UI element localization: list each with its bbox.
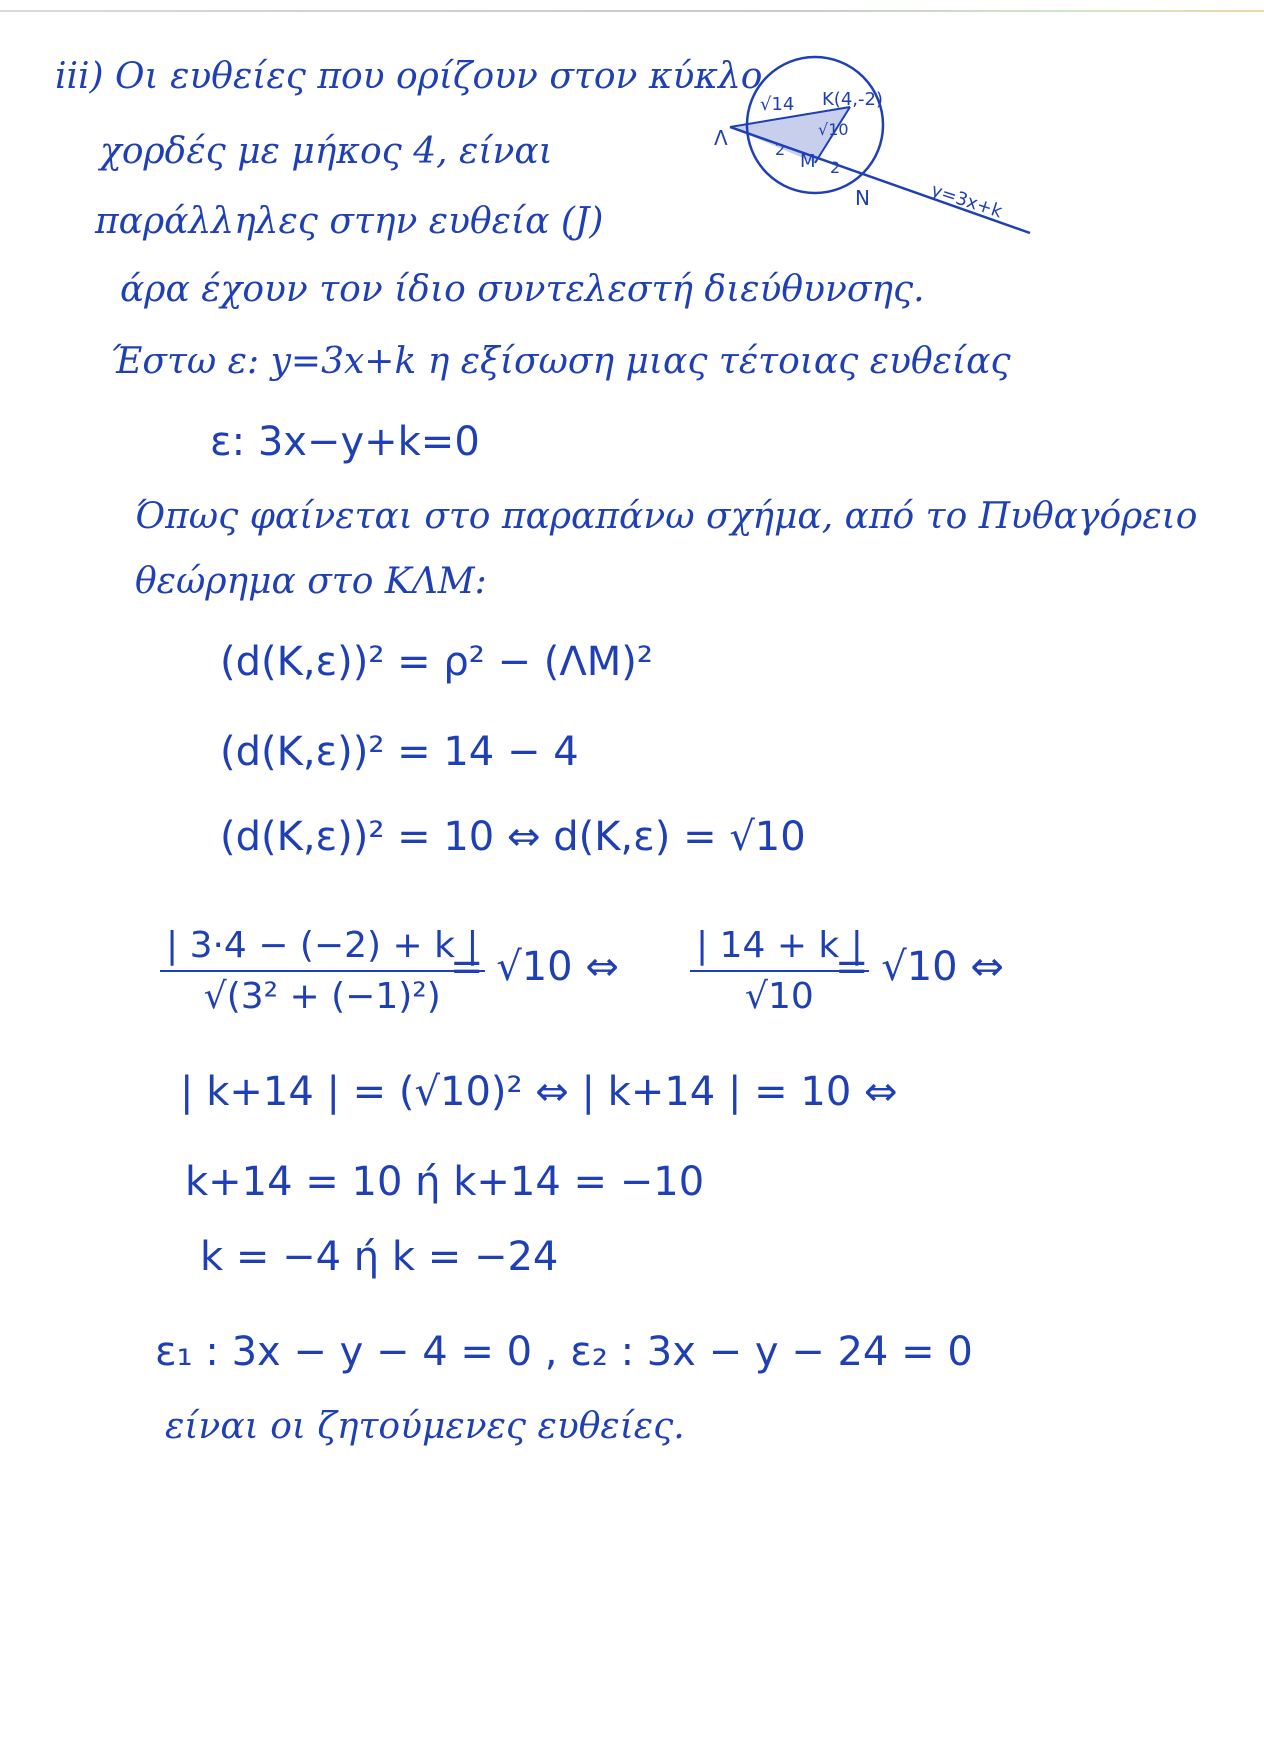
fraction-1	[160, 925, 485, 1017]
text-line-6: ε: 3x−y+k=0	[210, 419, 480, 465]
text-line-7: Όπως φαίνεται στο παραπάνω σχήμα, από το Πυθαγόρειο	[135, 496, 1198, 537]
distance-label: √10	[818, 120, 849, 139]
fraction-1-rest: = √10 ⇔	[450, 944, 619, 990]
fraction-2-rest: = √10 ⇔	[835, 944, 1004, 990]
equation-2: (d(K,ε))² = 14 − 4	[220, 729, 579, 775]
conclusion-line: είναι οι ζητούμενες ευθείες.	[165, 1406, 685, 1447]
page-top-border	[0, 10, 1264, 12]
text-line-4: άρα έχουν τον ίδιο συντελεστή διεύθυνσης.	[120, 269, 925, 310]
equation-5: | k+14 | = (√10)² ⇔ | k+14 | = 10 ⇔	[180, 1069, 898, 1115]
text-line-3: παράλληλες στην ευθεία (J)	[95, 201, 604, 242]
half-chord-label: 2	[775, 140, 786, 159]
text-line-8: θεώρημα στο ΚΛΜ:	[135, 561, 487, 602]
text-line-1: iii) Οι ευθείες που ορίζουν στον κύκλο	[55, 56, 763, 97]
fraction-2-denominator: √10	[745, 976, 814, 1017]
n-label: N	[855, 186, 870, 210]
fraction-1-denominator: √(3² + (−1)²)	[203, 976, 441, 1017]
line-label: y=3x+k	[928, 179, 1005, 223]
second-half-label: 2	[830, 158, 841, 177]
equation-6: k+14 = 10 ή k+14 = −10	[185, 1159, 705, 1205]
text-line-2: χορδές με μήκος 4, είναι	[100, 131, 553, 172]
center-label: K(4,-2)	[822, 89, 883, 110]
fraction-2-numerator: | 14 + k |	[696, 925, 863, 966]
fraction-1-numerator: | 3·4 − (−2) + k |	[166, 925, 479, 966]
equation-3: (d(K,ε))² = 10 ⇔ d(K,ε) = √10	[220, 814, 806, 860]
lambda-label: Λ	[714, 126, 728, 150]
equation-1: (d(K,ε))² = ρ² − (ΛΜ)²	[220, 639, 653, 685]
midpoint-label: M	[800, 151, 816, 172]
radius-label: √14	[760, 94, 795, 115]
equation-7: k = −4 ή k = −24	[200, 1234, 559, 1280]
text-line-5: Έστω ε: y=3x+k η εξίσωση μιας τέτοιας ευθείας	[110, 341, 1011, 382]
equation-8: ε₁ : 3x − y − 4 = 0 , ε₂ : 3x − y − 24 = 0	[155, 1329, 973, 1375]
